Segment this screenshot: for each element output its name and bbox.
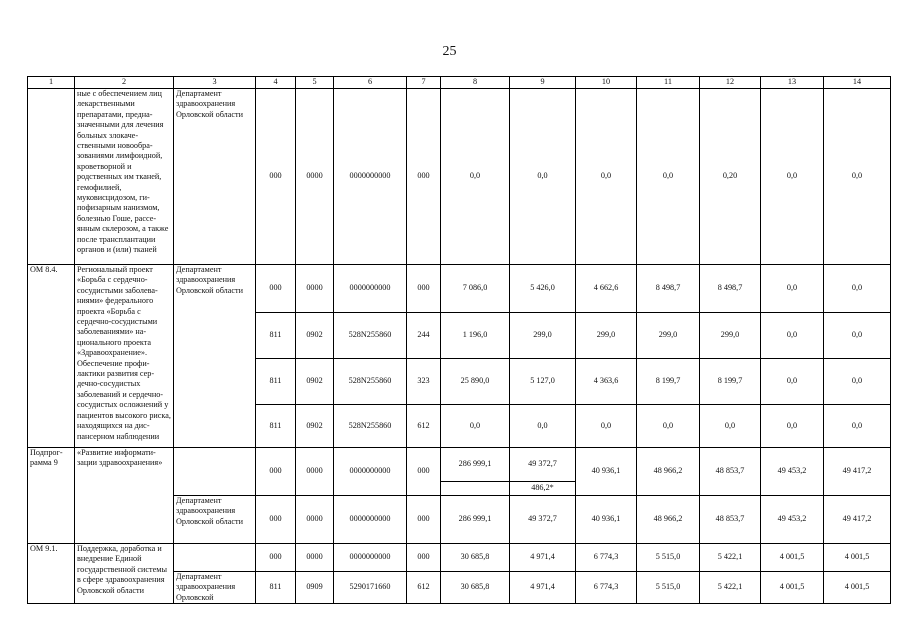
- value-cell: 5 422,1: [700, 544, 761, 572]
- value-cell: 0000000000: [334, 448, 407, 496]
- value-cell: 8 498,7: [637, 265, 700, 313]
- value-cell: 0,0: [510, 405, 576, 448]
- value-cell: 000: [256, 89, 296, 265]
- value-cell: 48 966,2: [637, 448, 700, 496]
- value-cell: 0,0: [637, 89, 700, 265]
- value-cell: 4 363,6: [576, 359, 637, 405]
- value-cell: 40 936,1: [576, 496, 637, 544]
- value-cell: 7 086,0: [441, 265, 510, 313]
- header-cell: 1: [28, 77, 75, 89]
- value-cell: 4 001,5: [761, 572, 824, 604]
- header-cell: 14: [824, 77, 891, 89]
- value-cell: 811: [256, 313, 296, 359]
- value-cell: 5 515,0: [637, 572, 700, 604]
- table-row: [28, 544, 891, 572]
- value-cell: 528N255860: [334, 359, 407, 405]
- value-cell: 000: [256, 544, 296, 572]
- value-cell: 49 372,7: [510, 448, 576, 482]
- department-cell: Департамент здравоохранения Орловской области: [174, 265, 256, 448]
- value-cell: 000: [407, 89, 441, 265]
- value-cell: 0,0: [824, 265, 891, 313]
- value-cell: 5 127,0: [510, 359, 576, 405]
- value-cell: 528N255860: [334, 313, 407, 359]
- value-cell: 299,0: [510, 313, 576, 359]
- value-cell: 0,20: [700, 89, 761, 265]
- value-cell: 0,0: [761, 405, 824, 448]
- value-cell: 0,0: [761, 89, 824, 265]
- value-cell: 4 001,5: [824, 572, 891, 604]
- value-cell: 49 453,2: [761, 448, 824, 496]
- value-cell: 0000000000: [334, 265, 407, 313]
- value-cell: 0000000000: [334, 544, 407, 572]
- header-cell: 5: [296, 77, 334, 89]
- code-cell: ОМ 8.4.: [28, 265, 75, 448]
- value-cell: 612: [407, 405, 441, 448]
- header-cell: 3: [174, 77, 256, 89]
- value-cell: 811: [256, 359, 296, 405]
- value-cell: 6 774,3: [576, 572, 637, 604]
- value-cell: 0902: [296, 313, 334, 359]
- value-cell: 000: [256, 496, 296, 544]
- description-cell: Поддержка, доработка и внедрение Единой государственной системы в сфере здравоохранения Орловской области: [75, 544, 174, 604]
- value-cell: 811: [256, 572, 296, 604]
- value-cell: 286 999,1: [441, 496, 510, 544]
- header-cell: 12: [700, 77, 761, 89]
- value-cell: 0,0: [824, 359, 891, 405]
- value-cell: 0,0: [761, 359, 824, 405]
- value-cell: 30 685,8: [441, 572, 510, 604]
- value-cell: 30 685,8: [441, 544, 510, 572]
- department-cell: Департамент здравоохранения Орловской области: [174, 496, 256, 544]
- value-cell: 48 853,7: [700, 496, 761, 544]
- header-cell: 4: [256, 77, 296, 89]
- value-cell: 8 498,7: [700, 265, 761, 313]
- value-cell: 48 853,7: [700, 448, 761, 496]
- table-row: [28, 265, 891, 313]
- value-cell: 0902: [296, 405, 334, 448]
- value-cell: 1 196,0: [441, 313, 510, 359]
- value-cell: 000: [407, 496, 441, 544]
- value-cell: 5 515,0: [637, 544, 700, 572]
- value-cell: 612: [407, 572, 441, 604]
- value-cell: 0000000000: [334, 496, 407, 544]
- header-cell: 13: [761, 77, 824, 89]
- value-cell: 299,0: [700, 313, 761, 359]
- value-cell: 0902: [296, 359, 334, 405]
- value-cell: 528N255860: [334, 405, 407, 448]
- value-cell: 40 936,1: [576, 448, 637, 496]
- value-cell: 0,0: [824, 89, 891, 265]
- value-cell: 0000000000: [334, 89, 407, 265]
- header-cell: 11: [637, 77, 700, 89]
- table-row: [28, 448, 891, 482]
- value-cell: [441, 482, 510, 496]
- value-cell: 0909: [296, 572, 334, 604]
- department-cell: Департамент здравоохранения Орловской области: [174, 89, 256, 265]
- description-cell: ные с обеспечением лиц лекарственными препаратами, предназначенными для лечения больных злокачественными новообразованиями лимфоидной, кроветворной и родственных им тканей, гемофилией, муковисцидозом, гипофизарным нанизмом, болезнью Гоше, рассеянным склерозом, а также после трансплантации органов и (или) тканей: [75, 89, 174, 265]
- header-cell: 9: [510, 77, 576, 89]
- value-cell: 0,0: [637, 405, 700, 448]
- value-cell: 286 999,1: [441, 448, 510, 482]
- description-cell: «Развитие информатизации здравоохранения»: [75, 448, 174, 544]
- code-cell: Подпрограмма 9: [28, 448, 75, 544]
- value-cell: 49 417,2: [824, 496, 891, 544]
- code-cell: [28, 89, 75, 265]
- budget-table: [27, 76, 891, 604]
- table-row: [28, 89, 891, 265]
- value-cell: 0,0: [700, 405, 761, 448]
- value-cell: 49 417,2: [824, 448, 891, 496]
- value-cell: 8 199,7: [700, 359, 761, 405]
- description-cell: Региональный проект «Борьба с сердечно-сосудистыми заболеваниями» федерального проекта «Борьба с сердечно-сосудистыми заболеваниями» национального проекта «Здравоохранение». Обеспечение профилактики развития сердечно-сосудистых заболеваний и сердечно-сосудистых осложнений у пациентов высокого риска, находящихся на диспансерном наблюдении: [75, 265, 174, 448]
- value-cell: 4 662,6: [576, 265, 637, 313]
- value-cell: 49 372,7: [510, 496, 576, 544]
- value-cell: 0,0: [576, 405, 637, 448]
- value-cell: 0,0: [761, 265, 824, 313]
- value-cell: 4 971,4: [510, 572, 576, 604]
- value-cell: 811: [256, 405, 296, 448]
- value-cell: 25 890,0: [441, 359, 510, 405]
- value-cell: 0,0: [441, 405, 510, 448]
- value-cell: 0,0: [576, 89, 637, 265]
- footnote-value: 486,2*: [510, 482, 576, 496]
- value-cell: 4 001,5: [824, 544, 891, 572]
- value-cell: 0,0: [824, 405, 891, 448]
- value-cell: 000: [256, 448, 296, 496]
- value-cell: 0000: [296, 448, 334, 496]
- header-cell: 10: [576, 77, 637, 89]
- value-cell: 5 422,1: [700, 572, 761, 604]
- value-cell: 0,0: [441, 89, 510, 265]
- value-cell: 299,0: [637, 313, 700, 359]
- value-cell: 5290171660: [334, 572, 407, 604]
- value-cell: 000: [407, 544, 441, 572]
- header-cell: 8: [441, 77, 510, 89]
- value-cell: 0,0: [510, 89, 576, 265]
- value-cell: 48 966,2: [637, 496, 700, 544]
- value-cell: 000: [407, 265, 441, 313]
- department-cell: [174, 544, 256, 572]
- value-cell: 244: [407, 313, 441, 359]
- value-cell: 0000: [296, 544, 334, 572]
- page-number: 25: [442, 44, 457, 59]
- value-cell: 6 774,3: [576, 544, 637, 572]
- value-cell: 0000: [296, 89, 334, 265]
- value-cell: 000: [256, 265, 296, 313]
- header-cell: 7: [407, 77, 441, 89]
- department-cell: Департамент здравоохранения Орловской: [174, 572, 256, 604]
- value-cell: 49 453,2: [761, 496, 824, 544]
- header-cell: 2: [75, 77, 174, 89]
- header-row: [28, 77, 891, 89]
- value-cell: 5 426,0: [510, 265, 576, 313]
- value-cell: 323: [407, 359, 441, 405]
- value-cell: 0000: [296, 496, 334, 544]
- code-cell: ОМ 9.1.: [28, 544, 75, 604]
- value-cell: 0,0: [824, 313, 891, 359]
- value-cell: 299,0: [576, 313, 637, 359]
- value-cell: 0000: [296, 265, 334, 313]
- value-cell: 8 199,7: [637, 359, 700, 405]
- header-cell: 6: [334, 77, 407, 89]
- value-cell: 4 971,4: [510, 544, 576, 572]
- value-cell: 000: [407, 448, 441, 496]
- value-cell: 0,0: [761, 313, 824, 359]
- value-cell: 4 001,5: [761, 544, 824, 572]
- department-cell: [174, 448, 256, 496]
